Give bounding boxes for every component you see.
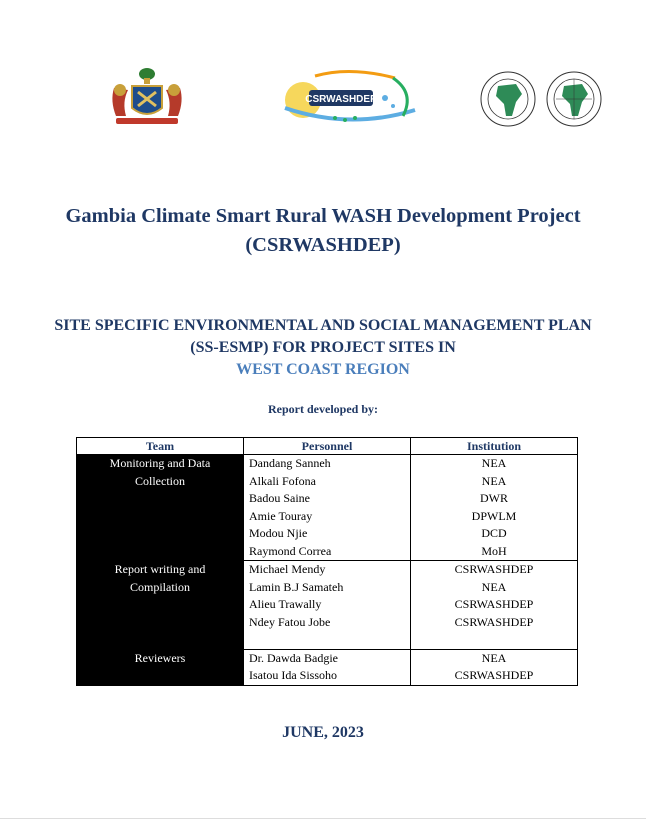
header-team: Team	[77, 438, 244, 455]
personnel-name: Alkali Fofona	[249, 473, 316, 488]
institution-name: DWR	[480, 491, 508, 505]
personnel-cell	[244, 561, 411, 650]
project-title: Gambia Climate Smart Rural WASH Development Project (CSRWASHDEP)	[65, 205, 581, 256]
personnel-name: Michael Mendy	[249, 562, 326, 576]
personnel-name: Raymond Correa	[249, 543, 332, 558]
report-date: JUNE, 2023	[282, 724, 364, 741]
team-label: Compilation	[130, 579, 190, 594]
afdb-logo	[478, 70, 606, 128]
csrwashdep-logo	[275, 68, 425, 138]
team-label: Monitoring and Data	[109, 456, 211, 470]
institution-name: NEA	[481, 579, 507, 594]
personnel-name: Lamin B.J Samateh	[249, 579, 344, 594]
personnel-cell	[244, 455, 411, 561]
team-label: Reviewers	[134, 650, 186, 665]
header-institution: Institution	[411, 438, 578, 455]
csrwashdep-logo-text: CSRWASHDEP	[305, 94, 377, 105]
personnel-name: Alieu Trawally	[249, 597, 322, 611]
institution-name: NEA	[481, 456, 507, 470]
personnel-name: Dr. Dawda Badgie	[249, 650, 338, 665]
institution-name: MoH	[481, 543, 507, 558]
institution-name: CSRWASHDEP	[454, 562, 534, 576]
table-row-monitoring	[77, 455, 578, 561]
header-personnel: Personnel	[244, 438, 411, 455]
personnel-name: Dandang Sanneh	[249, 456, 331, 470]
table-header-row	[77, 438, 578, 455]
institution-name: DPWLM	[471, 508, 517, 523]
personnel-name: Amie Touray	[249, 508, 313, 523]
report-developed-by-label: Report developed by:	[268, 402, 378, 416]
plan-title-text: SITE SPECIFIC ENVIRONMENTAL AND SOCIAL MANAGEMENT PLAN (SS-ESMP) FOR PROJECT SITES IN	[54, 317, 592, 356]
team-table	[76, 437, 578, 686]
page-bottom-divider	[0, 818, 646, 819]
region-name: WEST COAST REGION	[236, 361, 410, 378]
team-label: Collection	[135, 473, 185, 488]
team-label: Report writing and	[114, 562, 206, 576]
personnel-name: Modou Njie	[249, 526, 308, 540]
table-row-report-writing	[77, 561, 578, 650]
team-cell	[77, 561, 244, 650]
institution-name: CSRWASHDEP	[454, 597, 534, 611]
institution-name: NEA	[481, 650, 507, 665]
institution-name: CSRWASHDEP	[454, 614, 534, 629]
personnel-name: Ndey Fatou Jobe	[249, 614, 331, 629]
personnel-name: Isatou Ida Sissoho	[249, 668, 337, 682]
team-cell	[77, 455, 244, 561]
institution-cell	[411, 649, 578, 685]
institution-name: NEA	[481, 473, 507, 488]
personnel-name: Badou Saine	[249, 491, 310, 505]
team-cell	[77, 649, 244, 685]
institution-cell	[411, 455, 578, 561]
plan-title	[40, 315, 606, 381]
blank-line	[244, 631, 410, 649]
institution-name: DCD	[481, 526, 507, 540]
institution-cell	[411, 561, 578, 650]
personnel-cell	[244, 649, 411, 685]
table-row-reviewers	[77, 649, 578, 685]
gambia-coat-of-arms-logo	[102, 66, 192, 128]
institution-name: CSRWASHDEP	[454, 668, 534, 682]
